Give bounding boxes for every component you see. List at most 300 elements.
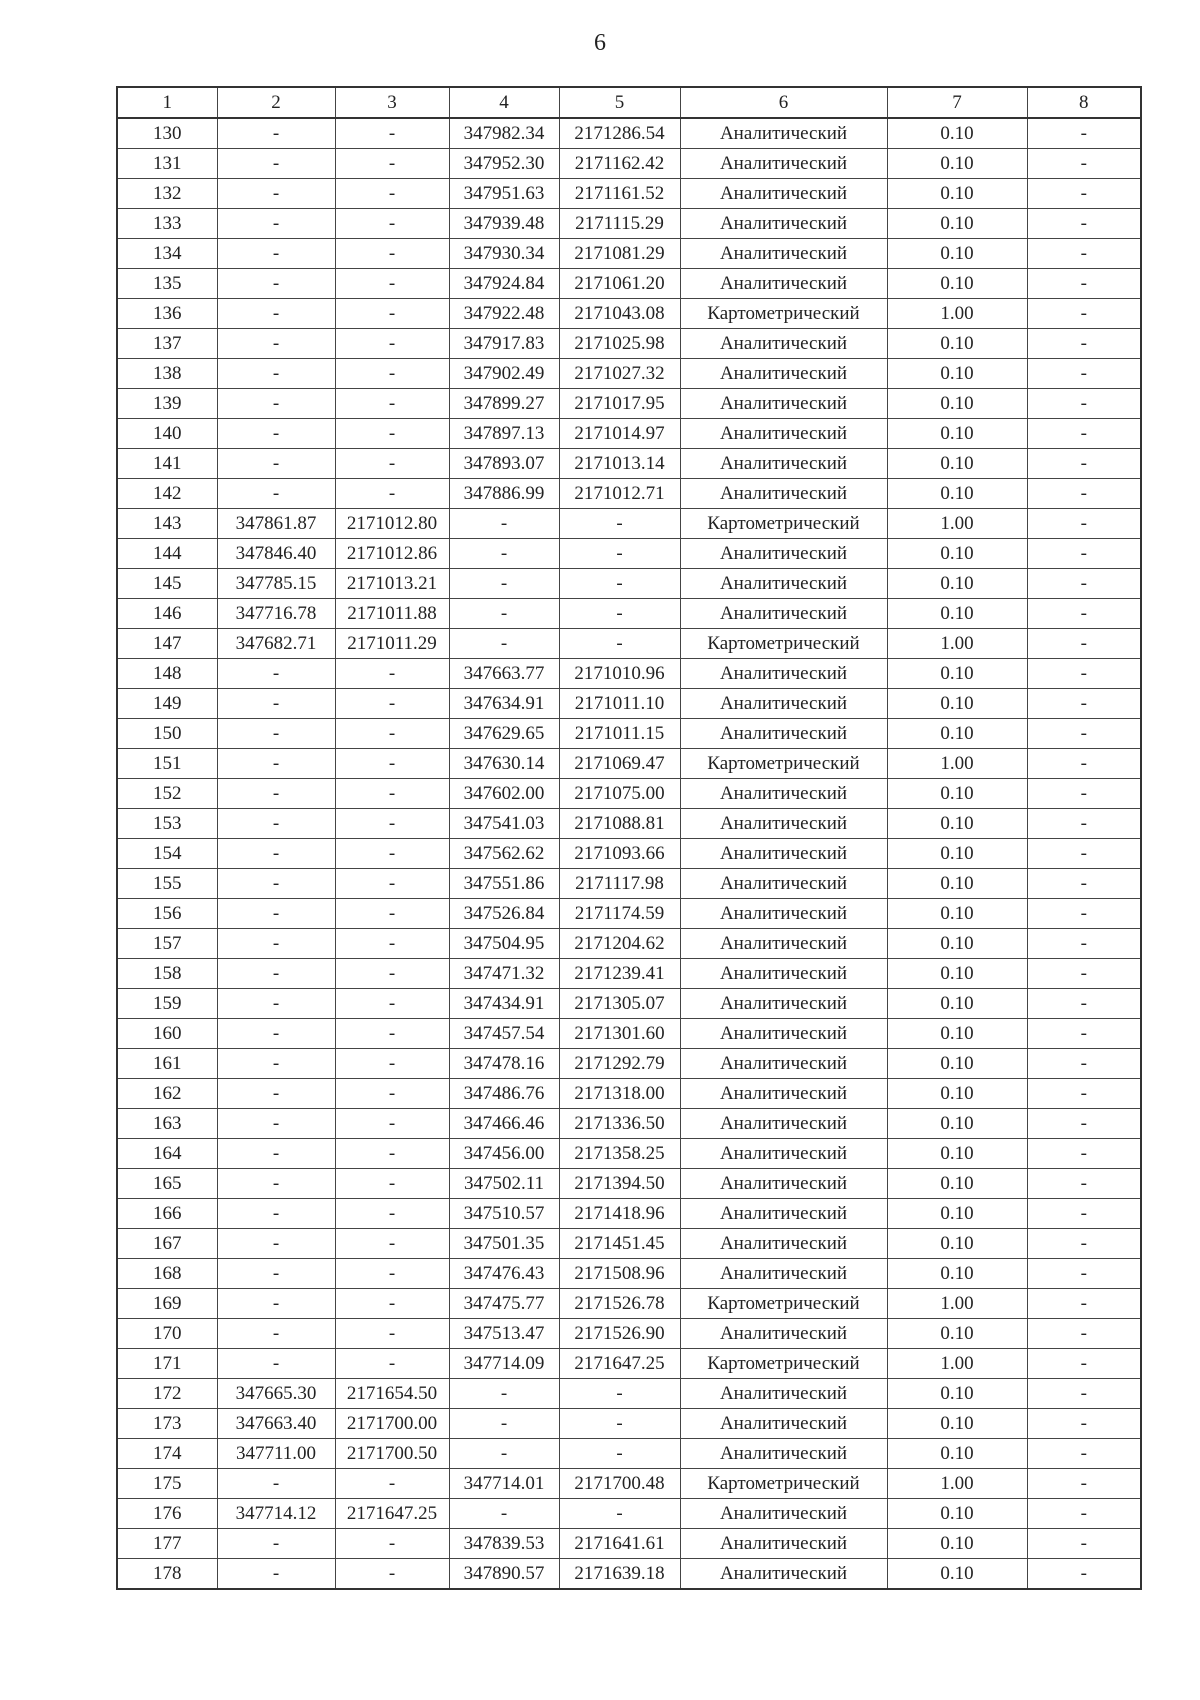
table-row	[117, 299, 1141, 329]
table-cell-col-1: 158	[117, 959, 217, 989]
table-cell-col-6: Аналитический	[680, 149, 887, 179]
table-row	[117, 1379, 1141, 1409]
table-cell-col-7: 0.10	[887, 959, 1027, 989]
table-cell-col-3: -	[335, 809, 449, 839]
table-cell-col-7: 0.10	[887, 869, 1027, 899]
table-cell-col-3: -	[335, 929, 449, 959]
table-cell-col-2: -	[217, 1139, 335, 1169]
table-cell-col-5: 2171318.00	[559, 1079, 680, 1109]
table-cell-col-8: -	[1027, 299, 1141, 329]
table-cell-col-5: -	[559, 629, 680, 659]
table-cell-col-2: -	[217, 1469, 335, 1499]
table-cell-col-4: 347663.77	[449, 659, 559, 689]
table-row	[117, 719, 1141, 749]
table-row	[117, 989, 1141, 1019]
table-cell-col-1: 169	[117, 1289, 217, 1319]
table-cell-col-2: -	[217, 1049, 335, 1079]
table-cell-col-8: -	[1027, 1319, 1141, 1349]
table-cell-col-8: -	[1027, 1469, 1141, 1499]
table-cell-col-8: -	[1027, 539, 1141, 569]
table-cell-col-1: 133	[117, 209, 217, 239]
table-cell-col-3: 2171647.25	[335, 1499, 449, 1529]
table-cell-col-4: 347893.07	[449, 449, 559, 479]
table-cell-col-5: 2171161.52	[559, 179, 680, 209]
table-row	[117, 1409, 1141, 1439]
table-cell-col-5: 2171639.18	[559, 1559, 680, 1590]
table-cell-col-6: Аналитический	[680, 1319, 887, 1349]
table-cell-col-2: 347682.71	[217, 629, 335, 659]
table-cell-col-6: Картометрический	[680, 1469, 887, 1499]
table-cell-col-6: Аналитический	[680, 269, 887, 299]
table-cell-col-3: -	[335, 719, 449, 749]
table-cell-col-1: 131	[117, 149, 217, 179]
table-cell-col-3: -	[335, 959, 449, 989]
table-cell-col-4: 347924.84	[449, 269, 559, 299]
table-cell-col-3: 2171013.21	[335, 569, 449, 599]
table-cell-col-2: 347714.12	[217, 1499, 335, 1529]
table-cell-col-6: Аналитический	[680, 1109, 887, 1139]
table-cell-col-5: 2171239.41	[559, 959, 680, 989]
table-cell-col-2: -	[217, 389, 335, 419]
table-cell-col-5: 2171526.90	[559, 1319, 680, 1349]
table-row	[117, 1019, 1141, 1049]
table-cell-col-2: -	[217, 329, 335, 359]
table-cell-col-5: 2171526.78	[559, 1289, 680, 1319]
table-cell-col-8: -	[1027, 1409, 1141, 1439]
table-cell-col-5: 2171011.15	[559, 719, 680, 749]
table-cell-col-4: 347902.49	[449, 359, 559, 389]
table-cell-col-7: 0.10	[887, 179, 1027, 209]
table-cell-col-5: 2171017.95	[559, 389, 680, 419]
table-cell-col-6: Аналитический	[680, 209, 887, 239]
table-cell-col-6: Аналитический	[680, 1229, 887, 1259]
table-cell-col-8: -	[1027, 689, 1141, 719]
table-cell-col-4: 347476.43	[449, 1259, 559, 1289]
table-cell-col-3: -	[335, 299, 449, 329]
table-cell-col-8: -	[1027, 1439, 1141, 1469]
table-row	[117, 629, 1141, 659]
table-cell-col-3: -	[335, 1469, 449, 1499]
table-cell-col-8: -	[1027, 569, 1141, 599]
table-cell-col-2: 347716.78	[217, 599, 335, 629]
table-cell-col-7: 0.10	[887, 449, 1027, 479]
table-header	[117, 87, 1141, 118]
table-cell-col-4: 347510.57	[449, 1199, 559, 1229]
table-row	[117, 959, 1141, 989]
table-cell-col-6: Аналитический	[680, 719, 887, 749]
table-cell-col-8: -	[1027, 329, 1141, 359]
table-cell-col-5: -	[559, 539, 680, 569]
table-cell-col-7: 0.10	[887, 839, 1027, 869]
table-cell-col-5: 2171162.42	[559, 149, 680, 179]
table-cell-col-1: 162	[117, 1079, 217, 1109]
table-cell-col-4: 347939.48	[449, 209, 559, 239]
table-cell-col-2: -	[217, 419, 335, 449]
table-row	[117, 1559, 1141, 1590]
table-cell-col-2: -	[217, 1349, 335, 1379]
table-row	[117, 1259, 1141, 1289]
table-cell-col-8: -	[1027, 419, 1141, 449]
table-cell-col-3: -	[335, 179, 449, 209]
table-cell-col-6: Аналитический	[680, 118, 887, 149]
table-cell-col-2: 347861.87	[217, 509, 335, 539]
table-cell-col-4: -	[449, 599, 559, 629]
table-cell-col-5: 2171061.20	[559, 269, 680, 299]
table-cell-col-7: 1.00	[887, 1349, 1027, 1379]
table-cell-col-3: -	[335, 1229, 449, 1259]
table-cell-col-6: Картометрический	[680, 299, 887, 329]
table-cell-col-8: -	[1027, 239, 1141, 269]
table-cell-col-5: 2171011.10	[559, 689, 680, 719]
table-cell-col-2: -	[217, 1199, 335, 1229]
table-cell-col-3: -	[335, 869, 449, 899]
table-cell-col-8: -	[1027, 1259, 1141, 1289]
table-cell-col-6: Аналитический	[680, 239, 887, 269]
table-cell-col-2: -	[217, 779, 335, 809]
table-cell-col-3: -	[335, 1109, 449, 1139]
column-header-2: 2	[217, 87, 335, 118]
table-row	[117, 539, 1141, 569]
table-cell-col-8: -	[1027, 959, 1141, 989]
table-cell-col-5: -	[559, 599, 680, 629]
table-cell-col-3: -	[335, 1259, 449, 1289]
table-cell-col-1: 137	[117, 329, 217, 359]
table-cell-col-8: -	[1027, 1229, 1141, 1259]
table-cell-col-1: 147	[117, 629, 217, 659]
table-cell-col-7: 1.00	[887, 629, 1027, 659]
table-cell-col-5: 2171305.07	[559, 989, 680, 1019]
table-cell-col-2: -	[217, 149, 335, 179]
table-cell-col-2: -	[217, 1079, 335, 1109]
table-row	[117, 179, 1141, 209]
table-cell-col-3: 2171011.88	[335, 599, 449, 629]
table-cell-col-7: 0.10	[887, 809, 1027, 839]
table-cell-col-4: 347526.84	[449, 899, 559, 929]
table-cell-col-1: 146	[117, 599, 217, 629]
table-cell-col-8: -	[1027, 1289, 1141, 1319]
table-cell-col-6: Аналитический	[680, 929, 887, 959]
table-cell-col-4: 347629.65	[449, 719, 559, 749]
table-cell-col-8: -	[1027, 479, 1141, 509]
header-row	[117, 87, 1141, 118]
table-cell-col-7: 0.10	[887, 389, 1027, 419]
table-cell-col-8: -	[1027, 719, 1141, 749]
table-cell-col-4: 347917.83	[449, 329, 559, 359]
table-cell-col-3: -	[335, 479, 449, 509]
table-cell-col-6: Аналитический	[680, 959, 887, 989]
table-cell-col-5: 2171013.14	[559, 449, 680, 479]
table-row	[117, 1079, 1141, 1109]
table-cell-col-5: 2171358.25	[559, 1139, 680, 1169]
table-cell-col-5: -	[559, 1379, 680, 1409]
table-cell-col-6: Аналитический	[680, 1499, 887, 1529]
table-row	[117, 599, 1141, 629]
table-cell-col-4: 347434.91	[449, 989, 559, 1019]
table-cell-col-5: -	[559, 1499, 680, 1529]
table-cell-col-5: 2171088.81	[559, 809, 680, 839]
table-cell-col-1: 143	[117, 509, 217, 539]
table-cell-col-4: 347562.62	[449, 839, 559, 869]
table-cell-col-7: 1.00	[887, 1469, 1027, 1499]
table-cell-col-6: Аналитический	[680, 869, 887, 899]
table-cell-col-5: 2171508.96	[559, 1259, 680, 1289]
table-cell-col-2: 347663.40	[217, 1409, 335, 1439]
table-cell-col-4: 347486.76	[449, 1079, 559, 1109]
table-cell-col-6: Аналитический	[680, 779, 887, 809]
table-cell-col-6: Аналитический	[680, 1019, 887, 1049]
table-cell-col-6: Аналитический	[680, 1379, 887, 1409]
table-cell-col-3: -	[335, 839, 449, 869]
table-cell-col-5: 2171174.59	[559, 899, 680, 929]
table-cell-col-4: 347475.77	[449, 1289, 559, 1319]
table-cell-col-7: 0.10	[887, 929, 1027, 959]
table-cell-col-8: -	[1027, 118, 1141, 149]
table-cell-col-3: -	[335, 389, 449, 419]
table-cell-col-1: 151	[117, 749, 217, 779]
table-cell-col-1: 157	[117, 929, 217, 959]
table-cell-col-6: Аналитический	[680, 659, 887, 689]
table-cell-col-8: -	[1027, 929, 1141, 959]
table-cell-col-8: -	[1027, 179, 1141, 209]
table-cell-col-4: 347456.00	[449, 1139, 559, 1169]
table-cell-col-8: -	[1027, 1529, 1141, 1559]
table-cell-col-2: -	[217, 449, 335, 479]
table-cell-col-7: 0.10	[887, 1229, 1027, 1259]
table-cell-col-3: -	[335, 1289, 449, 1319]
table-cell-col-4: 347457.54	[449, 1019, 559, 1049]
table-cell-col-3: -	[335, 989, 449, 1019]
table-cell-col-6: Картометрический	[680, 1289, 887, 1319]
table-body	[117, 118, 1141, 1589]
table-cell-col-2: -	[217, 1019, 335, 1049]
table-row	[117, 869, 1141, 899]
table-cell-col-6: Аналитический	[680, 839, 887, 869]
table-cell-col-7: 0.10	[887, 149, 1027, 179]
table-cell-col-8: -	[1027, 359, 1141, 389]
table-cell-col-3: -	[335, 209, 449, 239]
table-cell-col-2: -	[217, 989, 335, 1019]
table-cell-col-1: 141	[117, 449, 217, 479]
table-cell-col-8: -	[1027, 779, 1141, 809]
table-cell-col-3: -	[335, 1049, 449, 1079]
table-cell-col-1: 178	[117, 1559, 217, 1590]
table-cell-col-1: 159	[117, 989, 217, 1019]
column-header-7: 7	[887, 87, 1027, 118]
table-cell-col-4: 347602.00	[449, 779, 559, 809]
table-cell-col-5: 2171069.47	[559, 749, 680, 779]
table-cell-col-7: 0.10	[887, 479, 1027, 509]
table-cell-col-5: 2171451.45	[559, 1229, 680, 1259]
table-cell-col-7: 0.10	[887, 359, 1027, 389]
table-cell-col-3: -	[335, 269, 449, 299]
table-cell-col-1: 148	[117, 659, 217, 689]
table-row	[117, 809, 1141, 839]
table-cell-col-2: -	[217, 899, 335, 929]
table-cell-col-6: Аналитический	[680, 1439, 887, 1469]
table-cell-col-5: 2171117.98	[559, 869, 680, 899]
table-cell-col-3: -	[335, 1019, 449, 1049]
table-cell-col-6: Аналитический	[680, 389, 887, 419]
table-row	[117, 779, 1141, 809]
table-row	[117, 929, 1141, 959]
table-cell-col-7: 0.10	[887, 239, 1027, 269]
table-cell-col-8: -	[1027, 1379, 1141, 1409]
table-row	[117, 449, 1141, 479]
table-cell-col-1: 154	[117, 839, 217, 869]
table-row	[117, 1229, 1141, 1259]
table-row	[117, 1439, 1141, 1469]
table-cell-col-7: 0.10	[887, 569, 1027, 599]
table-cell-col-3: -	[335, 419, 449, 449]
table-cell-col-8: -	[1027, 749, 1141, 779]
table-row	[117, 839, 1141, 869]
table-cell-col-4: 347951.63	[449, 179, 559, 209]
coordinates-table	[116, 86, 1142, 1590]
table-cell-col-8: -	[1027, 389, 1141, 419]
table-cell-col-5: 2171043.08	[559, 299, 680, 329]
table-cell-col-3: -	[335, 449, 449, 479]
table-cell-col-4: 347478.16	[449, 1049, 559, 1079]
table-cell-col-8: -	[1027, 629, 1141, 659]
table-cell-col-8: -	[1027, 209, 1141, 239]
table-cell-col-7: 0.10	[887, 1319, 1027, 1349]
table-cell-col-4: -	[449, 629, 559, 659]
table-cell-col-3: -	[335, 1319, 449, 1349]
table-cell-col-3: 2171012.86	[335, 539, 449, 569]
table-cell-col-7: 0.10	[887, 1559, 1027, 1590]
table-row	[117, 269, 1141, 299]
table-cell-col-6: Аналитический	[680, 1139, 887, 1169]
table-cell-col-7: 0.10	[887, 689, 1027, 719]
table-cell-col-8: -	[1027, 839, 1141, 869]
table-cell-col-5: 2171204.62	[559, 929, 680, 959]
table-cell-col-5: 2171075.00	[559, 779, 680, 809]
table-cell-col-1: 171	[117, 1349, 217, 1379]
table-cell-col-5: 2171641.61	[559, 1529, 680, 1559]
table-cell-col-4: 347551.86	[449, 869, 559, 899]
table-cell-col-7: 0.10	[887, 1409, 1027, 1439]
table-cell-col-8: -	[1027, 1139, 1141, 1169]
column-header-6: 6	[680, 87, 887, 118]
column-header-8: 8	[1027, 87, 1141, 118]
table-row	[117, 1049, 1141, 1079]
table-cell-col-8: -	[1027, 449, 1141, 479]
table-cell-col-8: -	[1027, 149, 1141, 179]
table-row	[117, 209, 1141, 239]
table-cell-col-6: Аналитический	[680, 1199, 887, 1229]
table-cell-col-3: -	[335, 659, 449, 689]
table-cell-col-7: 0.10	[887, 1529, 1027, 1559]
table-cell-col-2: -	[217, 959, 335, 989]
table-cell-col-5: 2171115.29	[559, 209, 680, 239]
table-cell-col-4: 347714.09	[449, 1349, 559, 1379]
table-row	[117, 659, 1141, 689]
table-cell-col-6: Картометрический	[680, 749, 887, 779]
table-cell-col-5: 2171336.50	[559, 1109, 680, 1139]
table-cell-col-2: -	[217, 1529, 335, 1559]
table-cell-col-2: -	[217, 479, 335, 509]
table-cell-col-2: -	[217, 118, 335, 149]
table-row	[117, 899, 1141, 929]
table-cell-col-4: 347634.91	[449, 689, 559, 719]
table-cell-col-6: Аналитический	[680, 1529, 887, 1559]
table-cell-col-8: -	[1027, 1499, 1141, 1529]
table-cell-col-7: 0.10	[887, 1169, 1027, 1199]
table-cell-col-2: -	[217, 1229, 335, 1259]
table-row	[117, 1169, 1141, 1199]
table-cell-col-6: Аналитический	[680, 449, 887, 479]
table-cell-col-1: 130	[117, 118, 217, 149]
table-cell-col-2: -	[217, 1289, 335, 1319]
table-cell-col-8: -	[1027, 599, 1141, 629]
table-cell-col-7: 0.10	[887, 329, 1027, 359]
table-cell-col-3: -	[335, 1139, 449, 1169]
table-cell-col-7: 1.00	[887, 509, 1027, 539]
table-cell-col-1: 170	[117, 1319, 217, 1349]
table-cell-col-1: 132	[117, 179, 217, 209]
column-header-4: 4	[449, 87, 559, 118]
table-cell-col-8: -	[1027, 509, 1141, 539]
column-header-1: 1	[117, 87, 217, 118]
table-cell-col-4: 347466.46	[449, 1109, 559, 1139]
table-cell-col-4: 347502.11	[449, 1169, 559, 1199]
table-cell-col-6: Аналитический	[680, 1259, 887, 1289]
table-cell-col-3: -	[335, 899, 449, 929]
table-cell-col-6: Аналитический	[680, 1079, 887, 1109]
table-cell-col-3: -	[335, 1199, 449, 1229]
table-row	[117, 509, 1141, 539]
table-cell-col-1: 140	[117, 419, 217, 449]
table-cell-col-4: -	[449, 1439, 559, 1469]
table-cell-col-5: 2171418.96	[559, 1199, 680, 1229]
table-cell-col-7: 0.10	[887, 899, 1027, 929]
table-cell-col-8: -	[1027, 1049, 1141, 1079]
table-cell-col-1: 145	[117, 569, 217, 599]
table-cell-col-7: 0.10	[887, 719, 1027, 749]
table-row	[117, 1529, 1141, 1559]
table-cell-col-7: 0.10	[887, 1049, 1027, 1079]
table-cell-col-5: -	[559, 509, 680, 539]
table-cell-col-4: 347513.47	[449, 1319, 559, 1349]
table-row	[117, 689, 1141, 719]
table-cell-col-2: -	[217, 239, 335, 269]
table-cell-col-7: 1.00	[887, 299, 1027, 329]
table-cell-col-3: 2171700.00	[335, 1409, 449, 1439]
table-cell-col-4: 347897.13	[449, 419, 559, 449]
table-cell-col-2: 347665.30	[217, 1379, 335, 1409]
table-cell-col-5: 2171027.32	[559, 359, 680, 389]
table-cell-col-7: 0.10	[887, 659, 1027, 689]
table-cell-col-4: 347890.57	[449, 1559, 559, 1590]
table-cell-col-1: 136	[117, 299, 217, 329]
table-cell-col-1: 149	[117, 689, 217, 719]
table-cell-col-5: 2171012.71	[559, 479, 680, 509]
table-cell-col-4: 347630.14	[449, 749, 559, 779]
table-cell-col-2: 347846.40	[217, 539, 335, 569]
table-cell-col-1: 138	[117, 359, 217, 389]
table-row	[117, 239, 1141, 269]
column-header-3: 3	[335, 87, 449, 118]
table-cell-col-7: 0.10	[887, 599, 1027, 629]
table-cell-col-5: 2171292.79	[559, 1049, 680, 1079]
table-row	[117, 1139, 1141, 1169]
table-cell-col-7: 0.10	[887, 779, 1027, 809]
table-cell-col-6: Аналитический	[680, 359, 887, 389]
table-cell-col-2: -	[217, 1319, 335, 1349]
table-cell-col-4: 347504.95	[449, 929, 559, 959]
table-cell-col-6: Аналитический	[680, 1559, 887, 1590]
table-cell-col-1: 152	[117, 779, 217, 809]
